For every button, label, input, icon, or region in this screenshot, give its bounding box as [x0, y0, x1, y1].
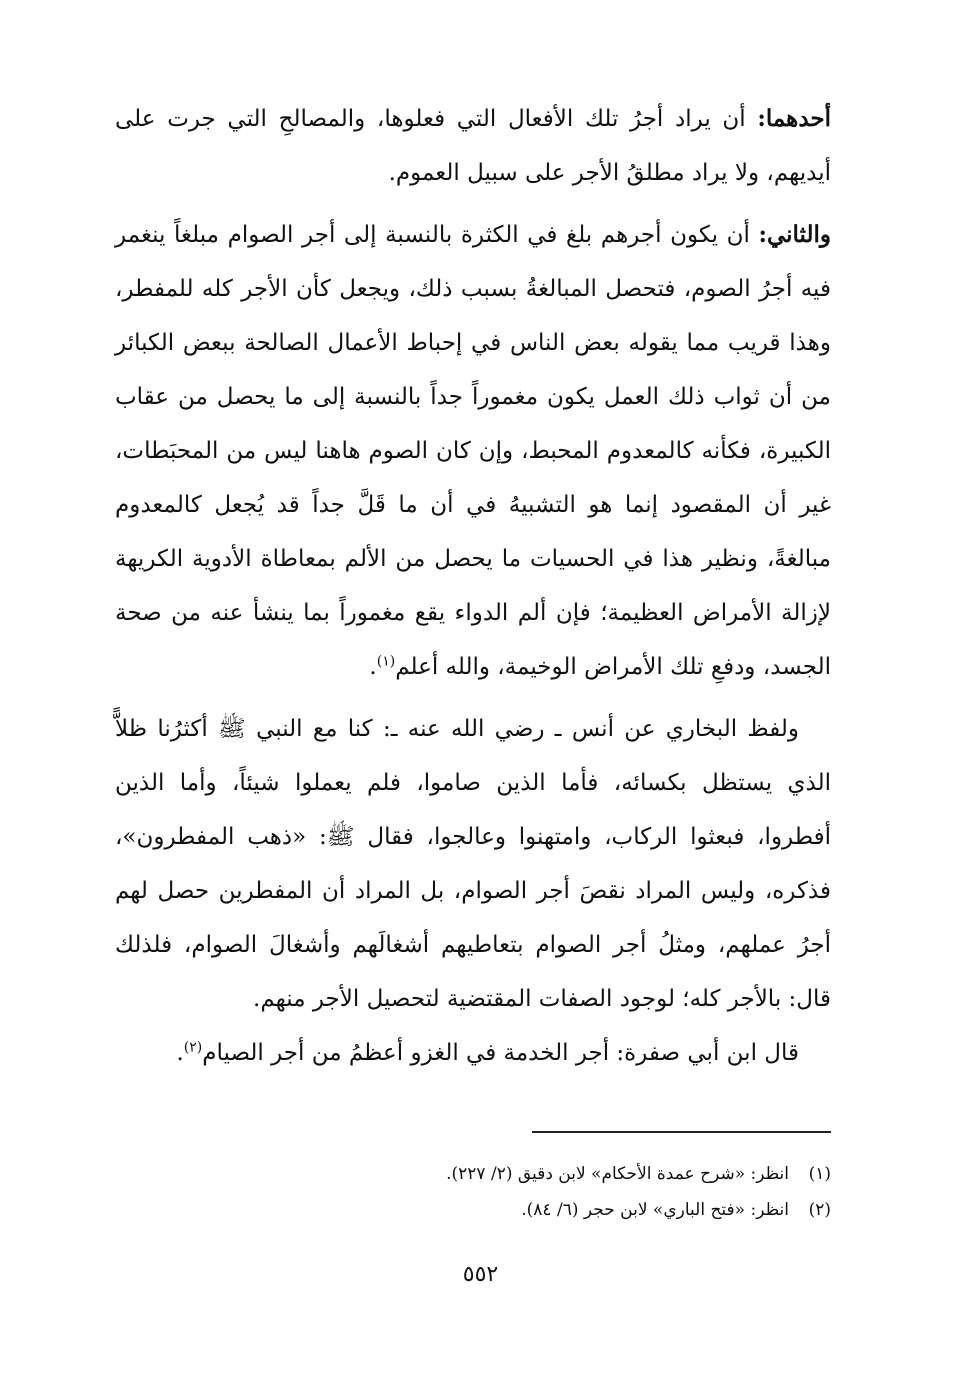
footnote-marker-2[interactable]: (٢) — [183, 1039, 203, 1056]
paragraph-first-interpretation — [115, 92, 831, 200]
footnote-2 — [115, 1192, 831, 1228]
footnote-1 — [115, 1156, 831, 1192]
paragraph-lead-first: أحدهما: — [757, 105, 831, 132]
paragraph-text-second: أن يكون أجرهم بلغ في الكثرة بالنسبة إلى أجر الصوام مبلغاً ينغمر فيه أجرُ الصوم، فتحصل المبالغةُ بسبب ذلك، ويجعل كأن الأجر كله للمفطر، وهذا قريب مما يقوله بعض الناس في إحباط الأعمال الصالحة ببعض الكبائر من أن ثواب ذلك العمل يكون مغموراً جداً بالنسبة إلى ما يحصل من عقاب الكبيرة، فكأنه كالمعدوم المحبط، وإن كان الصوم هاهنا ليس من المحبَطات، غير أن المقصود إنما هو التشبيهُ في أن ما قَلَّ جداً قد يُجعل كالمعدوم مبالغةً، ونظير هذا في الحسيات ما يحصل من الألم بمعاطاة الأدوية الكريهة لإزالة الأمراض العظيمة؛ فإن ألم الدواء يقع مغموراً بما ينشأ عنه من صحة الجسد، ودفعِ تلك الأمراض الوخيمة، والله أعلم — [115, 222, 831, 680]
paragraph-end-second: . — [369, 654, 377, 680]
paragraph-lead-second: والثاني: — [758, 221, 831, 248]
paragraph-text-first: أن يراد أجرُ تلك الأفعال التي فعلوها، والمصالحِ التي جرت على أيديهم، ولا يراد مطلقُ الأجر على سبيل العموم. — [115, 106, 831, 186]
page-body — [115, 92, 831, 1080]
paragraph-end-ibn-abi-sufra: . — [176, 1040, 184, 1066]
paragraph-text-bukhari: ولفظ البخاري عن أنس ـ رضي الله عنه ـ: كنا مع النبي ﷺ أكثرُنا ظلاًّ الذي يستظل بكسائه، فأما الذين صاموا، فلم يعملوا شيئاً، وأما الذين أفطروا، فبعثوا الركاب، وامتهنوا وعالجوا، فقال ﷺ: «ذهب المفطرون»، فذكره، وليس المراد نقصَ أجر الصوام، بل المراد أن المفطرين حصل لهم أجرُ عملهم، ومثلُ أجر الصوام بتعاطيهم أشغالَهم وأشغالَ الصوام، فلذلك قال: بالأجر كله؛ لوجود الصفات المقتضية لتحصيل الأجر منهم. — [115, 716, 831, 1012]
footnote-marker-1[interactable]: (١) — [376, 653, 396, 670]
footnote-text: انظر: «شرح عمدة الأحكام» لابن دقيق (٢/ ٢٢٧). — [446, 1164, 789, 1184]
paragraph-ibn-abi-sufra — [115, 1026, 831, 1080]
footnote-number: (١) — [808, 1164, 831, 1184]
paragraph-bukhari — [115, 702, 831, 1026]
footnotes — [115, 1156, 831, 1228]
footnote-divider — [532, 1131, 831, 1133]
paragraph-second-interpretation — [115, 208, 831, 694]
page-number: ٥٥٢ — [462, 1262, 499, 1287]
paragraph-text-ibn-abi-sufra: قال ابن أبي صفرة: أجر الخدمة في الغزو أعظمُ من أجر الصيام — [202, 1040, 799, 1066]
footnote-number: (٢) — [808, 1200, 831, 1220]
footnote-text: انظر: «فتح الباري» لابن حجر (٦/ ٨٤). — [521, 1200, 789, 1220]
